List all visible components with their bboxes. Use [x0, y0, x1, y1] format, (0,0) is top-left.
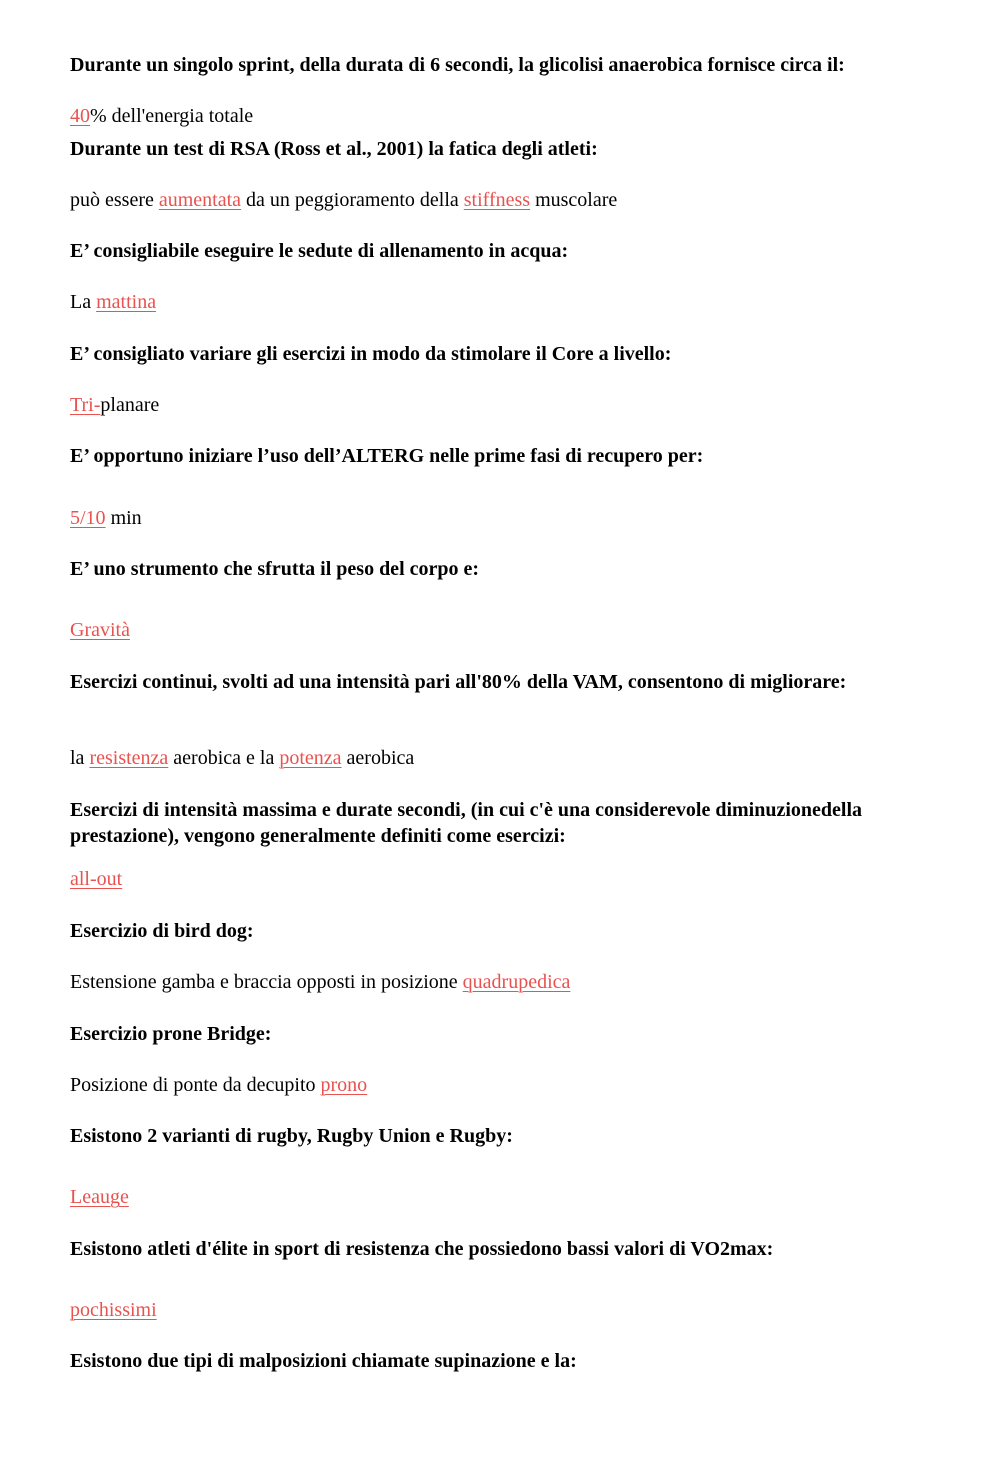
answer-text: muscolare	[530, 189, 618, 211]
answer-text: aerobica	[341, 747, 415, 769]
question-3: E’ consigliabile eseguire le sedute di allenamento in acqua:	[70, 240, 569, 262]
answer-6	[70, 617, 130, 643]
answer-highlight: prono	[320, 1074, 368, 1096]
answer-4	[70, 392, 159, 418]
answer-highlight: resistenza	[89, 747, 169, 769]
answer-highlight: mattina	[96, 291, 157, 313]
answer-8	[70, 866, 122, 892]
answer-highlight: Tri-	[70, 394, 101, 416]
answer-text: % dell'energia totale	[90, 105, 254, 127]
question-6: E’ uno strumento che sfrutta il peso del corpo e:	[70, 558, 480, 580]
question-5: E’ opportuno iniziare l’uso dell’ALTERG nelle prime fasi di recupero per:	[70, 445, 704, 467]
answer-highlight: Leauge	[70, 1186, 129, 1208]
answer-7	[70, 745, 414, 771]
answer-10	[70, 1072, 367, 1098]
answer-5	[70, 505, 142, 531]
answer-highlight: 40	[70, 105, 90, 127]
answer-text: da un peggioramento della	[241, 189, 464, 211]
answer-text: Posizione di ponte da decupito	[70, 1074, 321, 1096]
answer-12	[70, 1297, 157, 1323]
question-10: Esercizio prone Bridge:	[70, 1023, 272, 1045]
answer-text: La	[70, 291, 97, 313]
question-12: Esistono atleti d'élite in sport di resistenza che possiedono bassi valori di VO2max:	[70, 1238, 774, 1260]
answer-highlight: quadrupedica	[462, 971, 571, 993]
answer-11	[70, 1184, 129, 1210]
answer-2	[70, 187, 617, 213]
question-8: Esercizi di intensità massima e durate secondi, (in cui c'è una considerevole diminuzionedella prestazione), vengono generalmente definiti come esercizi:	[70, 799, 863, 847]
answer-9	[70, 969, 570, 995]
question-2: Durante un test di RSA (Ross et al., 2001) la fatica degli atleti:	[70, 138, 598, 160]
question-1: Durante un singolo sprint, della durata di 6 secondi, la glicolisi anaerobica fornisce circa il:	[70, 54, 845, 76]
question-7: Esercizi continui, svolti ad una intensità pari all'80% della VAM, consentono di migliorare:	[70, 671, 847, 693]
answer-highlight: pochissimi	[70, 1299, 157, 1321]
answer-highlight: stiffness	[463, 189, 531, 211]
question-4: E’ consigliato variare gli esercizi in modo da stimolare il Core a livello:	[70, 343, 672, 365]
answer-highlight: all-out	[70, 868, 123, 890]
question-13: Esistono due tipi di malposizioni chiamate supinazione e la:	[70, 1350, 577, 1372]
answer-1	[70, 103, 253, 129]
answer-text: min	[105, 507, 142, 529]
answer-highlight: Gravità	[70, 619, 130, 641]
answer-text: la	[70, 747, 90, 769]
question-9: Esercizio di bird dog:	[70, 920, 254, 942]
question-11: Esistono 2 varianti di rugby, Rugby Union e Rugby:	[70, 1125, 513, 1147]
answer-highlight: aumentata	[158, 189, 242, 211]
answer-text: può essere	[70, 189, 159, 211]
answer-text: planare	[100, 394, 160, 416]
answer-text: Estensione gamba e braccia opposti in posizione	[70, 971, 463, 993]
answer-highlight: potenza	[279, 747, 342, 769]
answer-3	[70, 289, 156, 315]
answer-highlight: 5/10	[70, 507, 106, 529]
answer-text: aerobica e la	[168, 747, 280, 769]
